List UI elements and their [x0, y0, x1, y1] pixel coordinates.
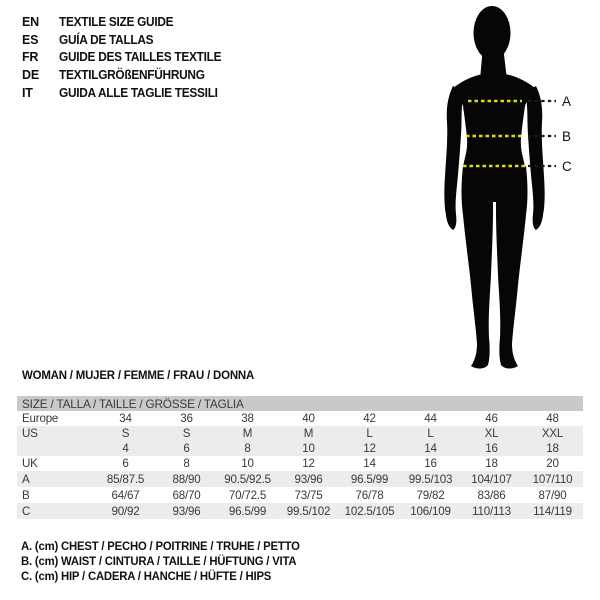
cell: 96.5/99	[217, 503, 278, 519]
row-label: US	[17, 426, 95, 441]
legend-hip: C. (cm) HIP / CADERA / HANCHE / HÜFTE / HIPS	[21, 569, 272, 584]
table-row-us-letter	[17, 426, 583, 441]
cell: 36	[180, 412, 193, 425]
lang-code: IT	[22, 85, 33, 100]
cell: 99.5/103	[400, 471, 461, 487]
lang-code: ES	[22, 32, 39, 47]
cell: M	[217, 426, 278, 441]
lang-title: GUIDA ALLE TAGLIE TESSILI	[59, 85, 218, 100]
cell: 6	[156, 441, 217, 456]
legend-chest: A. (cm) CHEST / PECHO / POITRINE / TRUHE / PETTO	[21, 539, 300, 553]
row-label	[17, 441, 95, 456]
cell: 104/107	[461, 471, 522, 487]
lang-title: GUIDE DES TAILLES TEXTILE	[59, 50, 222, 65]
waist-label: B	[562, 129, 572, 144]
cell: 96.5/99	[339, 471, 400, 487]
cell: 20	[546, 457, 559, 470]
lang-title: TEXTILE SIZE GUIDE	[59, 14, 174, 29]
cell: 90/92	[95, 503, 156, 519]
cell: 4	[95, 441, 156, 456]
cell: 12	[339, 441, 400, 456]
table-row-uk	[17, 456, 583, 471]
cell: XL	[461, 426, 522, 441]
lang-row-en	[22, 13, 230, 31]
row-label: UK	[22, 457, 38, 470]
cell: 83/86	[477, 488, 506, 502]
woman-silhouette-icon	[444, 6, 544, 369]
table-header: SIZE / TALLA / TAILLE / GRÖSSE / TAGLIA	[17, 396, 583, 411]
size-table	[17, 396, 583, 519]
cell: 18	[485, 457, 498, 470]
cell: L	[400, 426, 461, 441]
cell: 102.5/105	[339, 503, 400, 519]
cell: 8	[217, 441, 278, 456]
cell: 12	[302, 457, 315, 470]
lang-title: TEXTILGRÖßENFÜHRUNG	[59, 67, 205, 82]
cell: 93/96	[278, 471, 339, 487]
table-row-waist	[17, 487, 583, 503]
cell: 16	[424, 457, 437, 470]
table-row-chest	[17, 471, 583, 487]
cell: 42	[363, 412, 376, 425]
table-header-row	[17, 396, 583, 411]
lang-row-fr	[22, 48, 230, 66]
cell: 88/90	[156, 471, 217, 487]
cell: 14	[363, 457, 376, 470]
row-label: B	[22, 488, 30, 502]
lang-code: EN	[22, 14, 39, 29]
cell: 70/72.5	[228, 488, 267, 502]
row-label: A	[17, 471, 95, 487]
cell: 79/82	[416, 488, 445, 502]
cell: 106/109	[400, 503, 461, 519]
cell: 18	[522, 441, 583, 456]
cell: 93/96	[156, 503, 217, 519]
cell: 87/90	[538, 488, 567, 502]
legend-waist: B. (cm) WAIST / CINTURA / TAILLE / HÜFTUNG / VITA	[21, 554, 297, 569]
cell: 10	[278, 441, 339, 456]
cell: 68/70	[172, 488, 201, 502]
cell: 114/119	[522, 503, 583, 519]
cell: M	[278, 426, 339, 441]
lang-code: FR	[22, 50, 39, 65]
cell: 44	[424, 412, 437, 425]
lang-title: GUÍA DE TALLAS	[59, 32, 154, 47]
measurement-legend	[21, 539, 311, 585]
section-title: WOMAN / MUJER / FEMME / FRAU / DONNA	[22, 368, 255, 382]
cell: 99.5/102	[278, 503, 339, 519]
lang-row-it	[22, 84, 230, 102]
language-title-list	[22, 13, 230, 101]
chest-label: A	[562, 94, 572, 109]
cell: 85/87.5	[95, 471, 156, 487]
cell: 64/67	[111, 488, 140, 502]
cell: 46	[485, 412, 498, 425]
cell: 6	[122, 457, 129, 470]
table-row-europe	[17, 411, 583, 426]
hip-label: C	[562, 159, 572, 174]
cell: 34	[119, 412, 132, 425]
measurement-figure	[425, 0, 585, 382]
lang-code: DE	[22, 67, 39, 82]
row-label: Europe	[22, 412, 59, 425]
cell: 107/110	[522, 471, 583, 487]
lang-row-es	[22, 31, 230, 49]
cell: 76/78	[355, 488, 384, 502]
cell: 8	[183, 457, 190, 470]
cell: S	[156, 426, 217, 441]
cell: 40	[302, 412, 315, 425]
row-label: C	[17, 503, 95, 519]
cell: 38	[241, 412, 254, 425]
cell: XXL	[522, 426, 583, 441]
table-row-hip	[17, 503, 583, 519]
lang-row-de	[22, 66, 230, 84]
cell: 10	[241, 457, 254, 470]
table-row-us-number	[17, 441, 583, 456]
cell: 73/75	[294, 488, 323, 502]
cell: 90.5/92.5	[217, 471, 278, 487]
cell: 110/113	[461, 503, 522, 519]
cell: 14	[400, 441, 461, 456]
cell: L	[339, 426, 400, 441]
cell: 48	[546, 412, 559, 425]
cell: S	[95, 426, 156, 441]
cell: 16	[461, 441, 522, 456]
